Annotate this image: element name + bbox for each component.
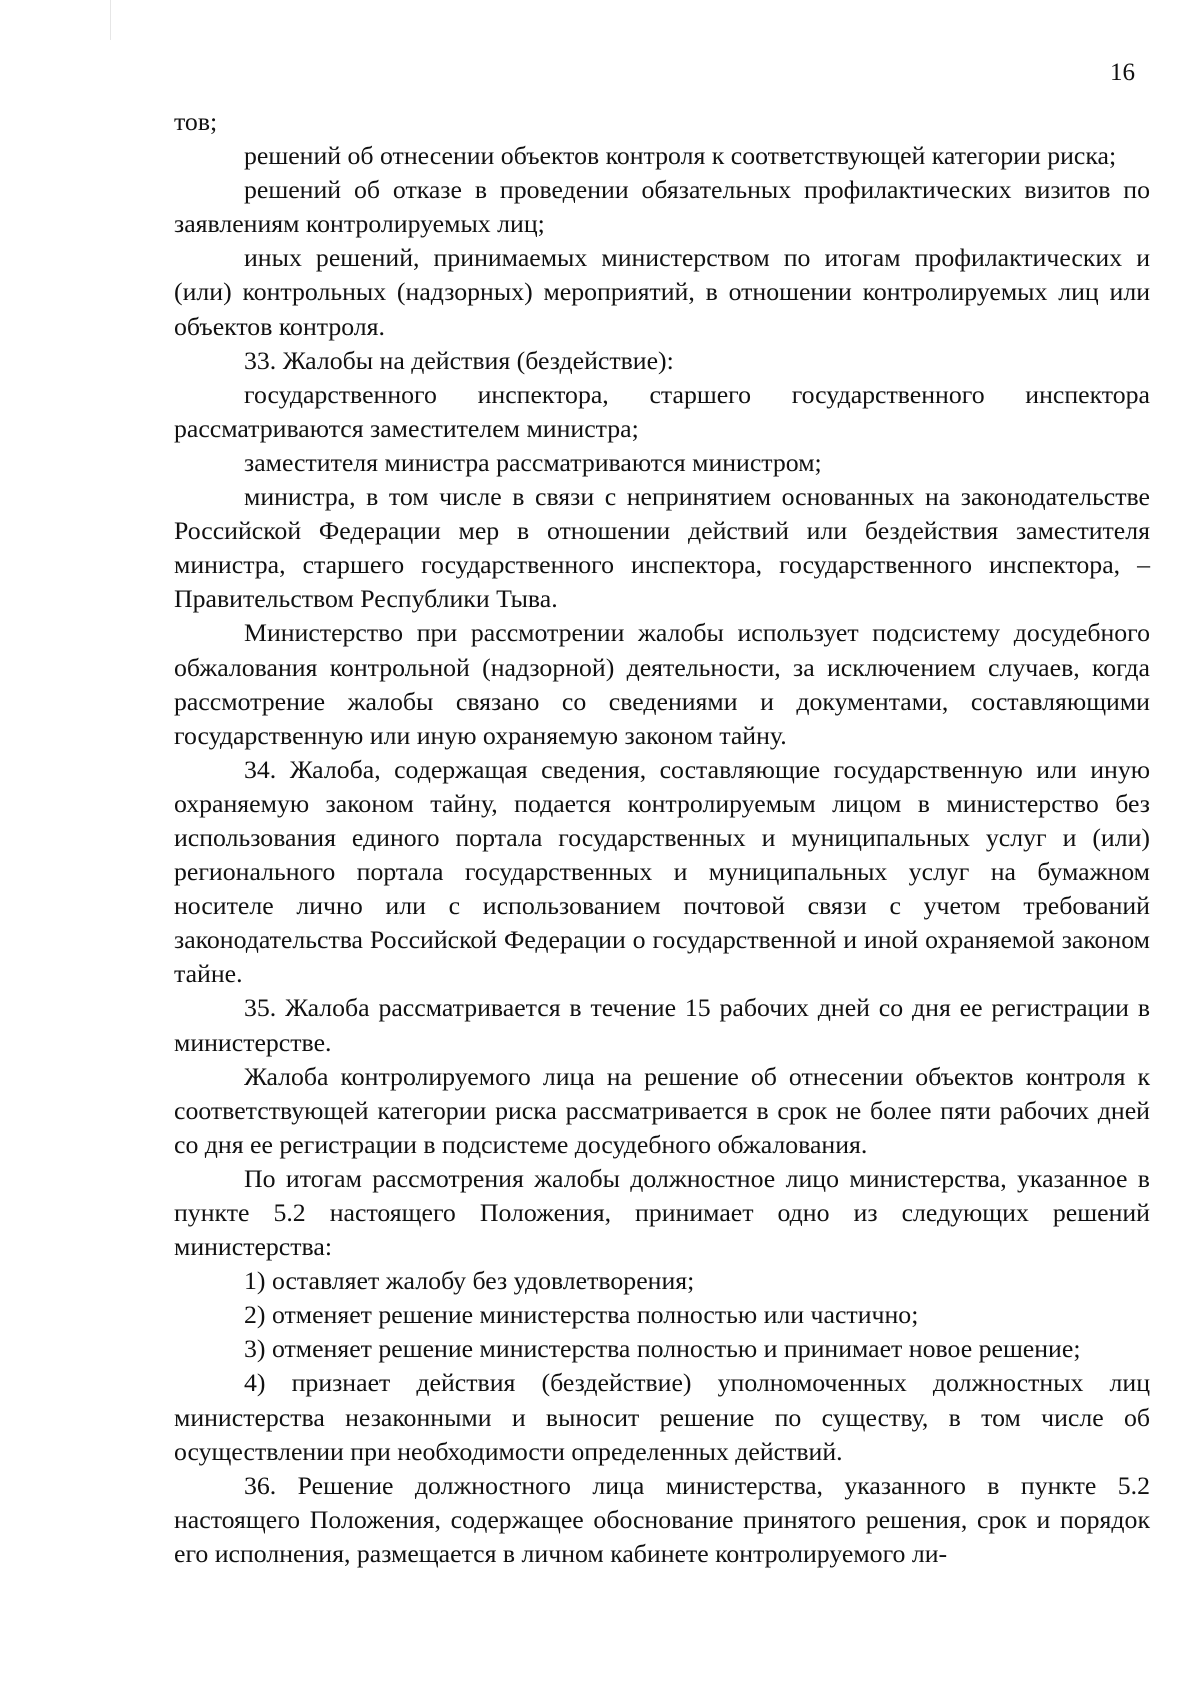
paragraph: По итогам рассмотрения жалобы должностное лицо министерства, указанное в пункте 5.2 настоящего Положения, принимает одно из следующих решений министерства: [174, 1163, 1150, 1262]
document-body [174, 105, 1150, 1571]
paragraph: Жалоба контролируемого лица на решение об отнесении объектов контроля к соответствующей категории риска рассматривается в срок не более пяти рабочих дней со дня ее регистрации в подсистеме досудебного обжалования. [174, 1061, 1150, 1159]
paragraph: 33. Жалобы на действия (бездействие): [244, 345, 674, 375]
page-number: 16 [1110, 59, 1135, 86]
paragraph: 1) оставляет жалобу без удовлетворения; [244, 1266, 695, 1296]
paragraph: государственного инспектора, старшего государственного инспектора рассматриваются заместителем министра; [174, 379, 1150, 443]
paragraph: Министерство при рассмотрении жалобы использует подсистему досудебного обжалования контрольной (надзорной) деятельности, за исключением случаев, когда рассмотрение жалобы связано со сведениями и документами, составляющими государственную или иную охраняемую законом тайну. [174, 618, 1150, 750]
paragraph: решений об отказе в проведении обязательных профилактических визитов по заявлениям контролируемых лиц; [174, 175, 1150, 239]
paragraph: иных решений, принимаемых министерством по итогам профилактических и (или) контрольных (надзорных) мероприятий, в отношении контролируемых лиц или объектов контроля. [174, 243, 1150, 341]
scan-artifact [110, 0, 111, 40]
paragraph: тов; [174, 107, 218, 136]
paragraph: 3) отменяет решение министерства полностью и принимает новое решение; [244, 1334, 1081, 1364]
paragraph: 36. Решение должностного лица министерства, указанного в пункте 5.2 настоящего Положения, содержащее обоснование принятого решения, срок и порядок его исполнения, размещается в личном кабинете контролируемого ли- [174, 1470, 1150, 1568]
paragraph: 4) признает действия (бездействие) уполномоченных должностных лиц министерства незаконными и выносит решение по существу, в том числе об осуществлении при необходимости определенных действий. [174, 1368, 1150, 1466]
paragraph: 35. Жалоба рассматривается в течение 15 рабочих дней со дня ее регистрации в министерстве. [174, 993, 1150, 1057]
paragraph: решений об отнесении объектов контроля к соответствующей категории риска; [244, 141, 1117, 171]
paragraph: заместителя министра рассматриваются министром; [244, 447, 822, 477]
paragraph: 2) отменяет решение министерства полностью или частично; [244, 1300, 919, 1330]
paragraph: 34. Жалоба, содержащая сведения, составляющие государственную или иную охраняемую законом тайну, подается контролируемым лицом в министерство без использования единого портала государственных и муниципальных услуг и (или) регионального портала государственных и муниципальных услуг на бумажном носителе лично или с использованием почтовой связи с учетом требований законодательства Российской Федерации о государственной и иной охраняемой законом тайне. [174, 754, 1150, 989]
paragraph: министра, в том числе в связи с непринятием основанных на законодательстве Российской Федерации мер в отношении действий или бездействия заместителя министра, старшего государственного инспектора, государственного инспектора, – Правительством Республики Тыва. [174, 482, 1150, 614]
